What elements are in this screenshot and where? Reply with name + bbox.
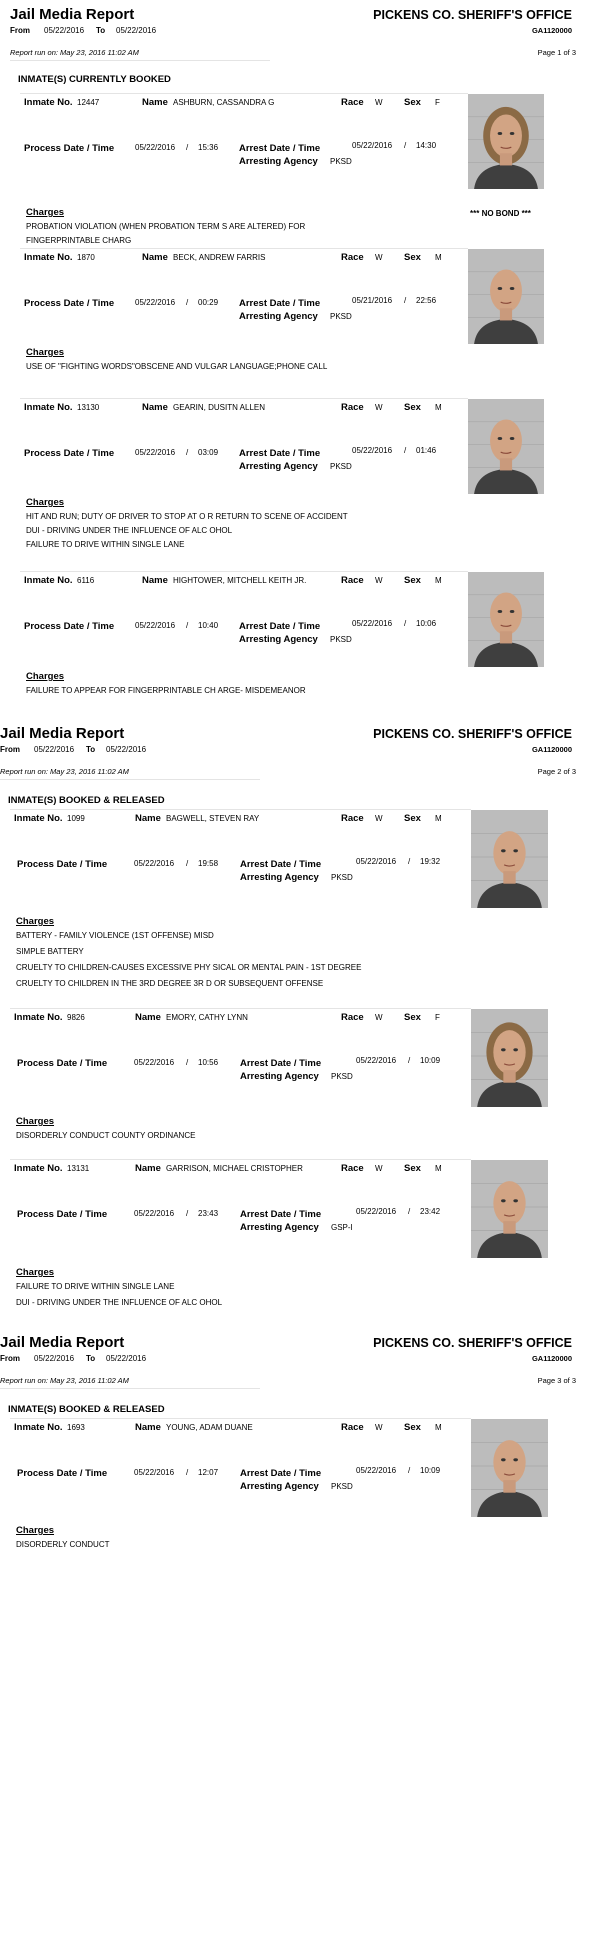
agency-label: Arresting Agency xyxy=(240,1071,319,1082)
inmate-no-value: 6116 xyxy=(77,576,95,585)
process-date: 05/22/2016 xyxy=(134,859,175,868)
report-page xyxy=(0,1328,600,1938)
charge-line: BATTERY - FAMILY VIOLENCE (1ST OFFENSE) MISD xyxy=(16,931,214,940)
arrest-slash: / xyxy=(404,619,407,628)
to-label: To xyxy=(86,745,96,754)
process-date: 05/22/2016 xyxy=(135,143,176,152)
race-value: W xyxy=(375,1423,383,1432)
process-slash: / xyxy=(186,1209,189,1218)
arrest-slash: / xyxy=(408,857,411,866)
name-label: Name xyxy=(135,1163,161,1174)
process-time: 23:43 xyxy=(198,1209,219,1218)
race-value: W xyxy=(375,1164,383,1173)
arrest-label: Arrest Date / Time xyxy=(240,859,322,870)
process-label: Process Date / Time xyxy=(24,298,115,309)
inmate-no-label: Inmate No. xyxy=(24,252,73,263)
charge-line: CRUELTY TO CHILDREN IN THE 3RD DEGREE 3R D OR SUBSEQUENT OFFENSE xyxy=(16,979,324,988)
process-label: Process Date / Time xyxy=(24,143,115,154)
agency-value: PKSD xyxy=(331,873,353,882)
record-divider xyxy=(20,93,468,94)
agency-value: PKSD xyxy=(331,1072,353,1081)
process-label: Process Date / Time xyxy=(24,621,115,632)
arrest-label: Arrest Date / Time xyxy=(240,1468,322,1479)
sex-value: M xyxy=(435,814,442,823)
sex-value: M xyxy=(435,576,442,585)
agency-value: PKSD xyxy=(330,157,352,166)
name-label: Name xyxy=(135,1422,161,1433)
to-date: 05/22/2016 xyxy=(116,26,157,35)
report-run-on: Report run on: May 23, 2016 11:02 AM xyxy=(0,1376,129,1385)
arrest-slash: / xyxy=(404,296,407,305)
process-label: Process Date / Time xyxy=(24,448,115,459)
process-time: 10:40 xyxy=(198,621,219,630)
charge-line: CRUELTY TO CHILDREN-CAUSES EXCESSIVE PHY SICAL OR MENTAL PAIN - 1ST DEGREE xyxy=(16,963,362,972)
race-value: W xyxy=(375,576,383,585)
sex-value: M xyxy=(435,403,442,412)
arrest-time: 10:06 xyxy=(416,619,437,628)
arrest-label: Arrest Date / Time xyxy=(240,1058,322,1069)
agency-value: GSP-I xyxy=(331,1223,353,1232)
process-label: Process Date / Time xyxy=(17,1058,108,1069)
to-label: To xyxy=(96,26,106,35)
arrest-time: 01:46 xyxy=(416,446,437,455)
sex-label: Sex xyxy=(404,575,421,586)
sheriff-office: PICKENS CO. SHERIFF'S OFFICE xyxy=(373,8,572,22)
process-time: 12:07 xyxy=(198,1468,219,1477)
name-value: GEARIN, DUSITN ALLEN xyxy=(173,403,266,412)
section-heading: INMATE(S) BOOKED & RELEASED xyxy=(8,795,165,806)
charges-heading: Charges xyxy=(16,1267,55,1278)
report-run-on: Report run on: May 23, 2016 11:02 AM xyxy=(0,767,129,776)
report-run-on: Report run on: May 23, 2016 11:02 AM xyxy=(10,48,139,57)
from-date: 05/22/2016 xyxy=(34,745,75,754)
process-slash: / xyxy=(186,448,189,457)
record-divider xyxy=(10,1159,471,1160)
from-label: From xyxy=(0,1354,20,1363)
process-slash: / xyxy=(186,298,189,307)
agency-label: Arresting Agency xyxy=(240,872,319,883)
arrest-date: 05/21/2016 xyxy=(352,296,393,305)
charge-line: DISORDERLY CONDUCT COUNTY ORDINANCE xyxy=(16,1131,196,1140)
charge-line: PROBATION VIOLATION (WHEN PROBATION TERM S ARE ALTERED) FOR xyxy=(26,222,306,231)
inmate-no-value: 13131 xyxy=(67,1164,90,1173)
to-date: 05/22/2016 xyxy=(106,745,147,754)
arrest-time: 10:09 xyxy=(420,1466,441,1475)
inmate-photo xyxy=(471,810,548,908)
agency-value: PKSD xyxy=(331,1482,353,1491)
arrest-time: 10:09 xyxy=(420,1056,441,1065)
inmate-no-label: Inmate No. xyxy=(24,575,73,586)
arrest-date: 05/22/2016 xyxy=(356,1056,397,1065)
arrest-label: Arrest Date / Time xyxy=(239,298,321,309)
race-value: W xyxy=(375,814,383,823)
sex-label: Sex xyxy=(404,1012,421,1023)
inmate-no-value: 12447 xyxy=(77,98,100,107)
arrest-date: 05/22/2016 xyxy=(352,446,393,455)
charge-line: DISORDERLY CONDUCT xyxy=(16,1540,110,1549)
process-slash: / xyxy=(186,1468,189,1477)
sheriff-office: PICKENS CO. SHERIFF'S OFFICE xyxy=(373,1336,572,1350)
arrest-time: 22:56 xyxy=(416,296,437,305)
record-divider xyxy=(10,1008,471,1009)
agency-label: Arresting Agency xyxy=(239,311,318,322)
header-divider xyxy=(0,1388,260,1389)
header-divider xyxy=(0,779,260,780)
charges-heading: Charges xyxy=(16,1525,55,1536)
inmate-photo xyxy=(468,572,544,667)
sex-label: Sex xyxy=(404,252,421,263)
inmate-no-label: Inmate No. xyxy=(14,813,63,824)
race-value: W xyxy=(375,98,383,107)
report-page xyxy=(0,719,600,1329)
process-time: 03:09 xyxy=(198,448,219,457)
sex-value: F xyxy=(435,1013,440,1022)
race-label: Race xyxy=(341,1012,364,1023)
sex-label: Sex xyxy=(404,813,421,824)
arrest-date: 05/22/2016 xyxy=(352,141,393,150)
sex-label: Sex xyxy=(404,97,421,108)
inmate-photo xyxy=(468,94,544,189)
agency-label: Arresting Agency xyxy=(240,1481,319,1492)
agency-code: GA1120000 xyxy=(531,745,572,754)
inmate-no-value: 1099 xyxy=(67,814,85,823)
name-label: Name xyxy=(142,575,168,586)
process-date: 05/22/2016 xyxy=(134,1058,175,1067)
arrest-slash: / xyxy=(408,1466,411,1475)
arrest-time: 14:30 xyxy=(416,141,437,150)
inmate-photo xyxy=(471,1419,548,1517)
agency-value: PKSD xyxy=(330,635,352,644)
arrest-time: 19:32 xyxy=(420,857,441,866)
arrest-date: 05/22/2016 xyxy=(356,1207,397,1216)
agency-value: PKSD xyxy=(330,312,352,321)
sex-value: F xyxy=(435,98,440,107)
race-label: Race xyxy=(341,575,364,586)
arrest-label: Arrest Date / Time xyxy=(240,1209,322,1220)
sex-value: M xyxy=(435,1423,442,1432)
record-divider xyxy=(10,809,471,810)
charge-line: HIT AND RUN; DUTY OF DRIVER TO STOP AT O R RETURN TO SCENE OF ACCIDENT xyxy=(26,512,348,521)
name-label: Name xyxy=(142,402,168,413)
agency-value: PKSD xyxy=(330,462,352,471)
process-slash: / xyxy=(186,621,189,630)
name-label: Name xyxy=(135,813,161,824)
inmate-no-value: 1693 xyxy=(67,1423,85,1432)
page-number: Page 3 of 3 xyxy=(537,1376,576,1385)
process-date: 05/22/2016 xyxy=(134,1468,175,1477)
inmate-no-label: Inmate No. xyxy=(14,1163,63,1174)
report-title: Jail Media Report xyxy=(0,725,125,742)
charges-heading: Charges xyxy=(26,497,65,508)
process-date: 05/22/2016 xyxy=(135,621,176,630)
race-label: Race xyxy=(341,813,364,824)
race-label: Race xyxy=(341,402,364,413)
charge-line: USE OF "FIGHTING WORDS"OBSCENE AND VULGAR LANGUAGE;PHONE CALL xyxy=(26,362,328,371)
race-label: Race xyxy=(341,1422,364,1433)
name-label: Name xyxy=(135,1012,161,1023)
process-label: Process Date / Time xyxy=(17,859,108,870)
arrest-label: Arrest Date / Time xyxy=(239,621,321,632)
race-value: W xyxy=(375,1013,383,1022)
page-number: Page 1 of 3 xyxy=(537,48,576,57)
inmate-no-label: Inmate No. xyxy=(14,1012,63,1023)
name-value: GARRISON, MICHAEL CRISTOPHER xyxy=(166,1164,303,1173)
charge-line: DUI - DRIVING UNDER THE INFLUENCE OF ALC OHOL xyxy=(16,1298,223,1307)
report-title: Jail Media Report xyxy=(0,1334,125,1351)
inmate-no-value: 13130 xyxy=(77,403,100,412)
process-time: 10:56 xyxy=(198,1058,219,1067)
sex-label: Sex xyxy=(404,1422,421,1433)
name-label: Name xyxy=(142,252,168,263)
report-page xyxy=(0,0,600,695)
race-label: Race xyxy=(341,97,364,108)
arrest-time: 23:42 xyxy=(420,1207,441,1216)
process-label: Process Date / Time xyxy=(17,1468,108,1479)
inmate-photo xyxy=(471,1160,548,1258)
agency-label: Arresting Agency xyxy=(239,634,318,645)
process-time: 19:58 xyxy=(198,859,219,868)
process-date: 05/22/2016 xyxy=(134,1209,175,1218)
process-slash: / xyxy=(186,1058,189,1067)
arrest-date: 05/22/2016 xyxy=(356,1466,397,1475)
inmate-no-label: Inmate No. xyxy=(14,1422,63,1433)
sex-label: Sex xyxy=(404,402,421,413)
name-value: EMORY, CATHY LYNN xyxy=(166,1013,248,1022)
inmate-no-value: 9826 xyxy=(67,1013,85,1022)
to-label: To xyxy=(86,1354,96,1363)
name-value: BECK, ANDREW FARRIS xyxy=(173,253,266,262)
from-label: From xyxy=(0,745,20,754)
agency-code: GA1120000 xyxy=(531,26,572,35)
agency-label: Arresting Agency xyxy=(239,156,318,167)
process-label: Process Date / Time xyxy=(17,1209,108,1220)
agency-label: Arresting Agency xyxy=(240,1222,319,1233)
from-label: From xyxy=(10,26,30,35)
arrest-date: 05/22/2016 xyxy=(352,619,393,628)
arrest-slash: / xyxy=(408,1056,411,1065)
inmate-photo xyxy=(468,399,544,494)
page-number: Page 2 of 3 xyxy=(537,767,576,776)
arrest-label: Arrest Date / Time xyxy=(239,143,321,154)
name-value: HIGHTOWER, MITCHELL KEITH JR. xyxy=(173,576,307,585)
agency-label: Arresting Agency xyxy=(239,461,318,472)
race-label: Race xyxy=(341,252,364,263)
bond-status: *** NO BOND *** xyxy=(470,209,531,218)
inmate-photo xyxy=(468,249,544,344)
record-divider xyxy=(10,1418,471,1419)
charges-heading: Charges xyxy=(26,207,65,218)
inmate-no-value: 1870 xyxy=(77,253,95,262)
name-value: YOUNG, ADAM DUANE xyxy=(166,1423,253,1432)
sex-value: M xyxy=(435,253,442,262)
inmate-no-label: Inmate No. xyxy=(24,97,73,108)
record-divider xyxy=(20,571,468,572)
charges-heading: Charges xyxy=(16,916,55,927)
process-time: 00:29 xyxy=(198,298,219,307)
section-heading: INMATE(S) BOOKED & RELEASED xyxy=(8,1404,165,1415)
race-label: Race xyxy=(341,1163,364,1174)
charge-line: DUI - DRIVING UNDER THE INFLUENCE OF ALC OHOL xyxy=(26,526,233,535)
charge-line: FAILURE TO DRIVE WITHIN SINGLE LANE xyxy=(16,1282,175,1291)
process-date: 05/22/2016 xyxy=(135,298,176,307)
record-divider xyxy=(20,398,468,399)
inmate-photo xyxy=(471,1009,548,1107)
charge-line: FINGERPRINTABLE CHARG xyxy=(26,236,132,245)
arrest-slash: / xyxy=(404,141,407,150)
arrest-slash: / xyxy=(404,446,407,455)
to-date: 05/22/2016 xyxy=(106,1354,147,1363)
charges-heading: Charges xyxy=(16,1116,55,1127)
charges-heading: Charges xyxy=(26,671,65,682)
agency-code: GA1120000 xyxy=(531,1354,572,1363)
charge-line: SIMPLE BATTERY xyxy=(16,947,84,956)
process-date: 05/22/2016 xyxy=(135,448,176,457)
charges-heading: Charges xyxy=(26,347,65,358)
arrest-slash: / xyxy=(408,1207,411,1216)
charge-line: FAILURE TO APPEAR FOR FINGERPRINTABLE CH ARGE- MISDEMEANOR xyxy=(26,686,306,695)
from-date: 05/22/2016 xyxy=(44,26,85,35)
report-title: Jail Media Report xyxy=(10,6,135,23)
arrest-label: Arrest Date / Time xyxy=(239,448,321,459)
sex-label: Sex xyxy=(404,1163,421,1174)
race-value: W xyxy=(375,403,383,412)
record-divider xyxy=(20,248,468,249)
header-divider xyxy=(10,60,270,61)
sheriff-office: PICKENS CO. SHERIFF'S OFFICE xyxy=(373,727,572,741)
charge-line: FAILURE TO DRIVE WITHIN SINGLE LANE xyxy=(26,540,185,549)
arrest-date: 05/22/2016 xyxy=(356,857,397,866)
from-date: 05/22/2016 xyxy=(34,1354,75,1363)
race-value: W xyxy=(375,253,383,262)
inmate-no-label: Inmate No. xyxy=(24,402,73,413)
process-time: 15:36 xyxy=(198,143,219,152)
name-label: Name xyxy=(142,97,168,108)
process-slash: / xyxy=(186,143,189,152)
section-heading: INMATE(S) CURRENTLY BOOKED xyxy=(18,74,171,85)
name-value: BAGWELL, STEVEN RAY xyxy=(166,814,260,823)
name-value: ASHBURN, CASSANDRA G xyxy=(173,98,275,107)
process-slash: / xyxy=(186,859,189,868)
sex-value: M xyxy=(435,1164,442,1173)
